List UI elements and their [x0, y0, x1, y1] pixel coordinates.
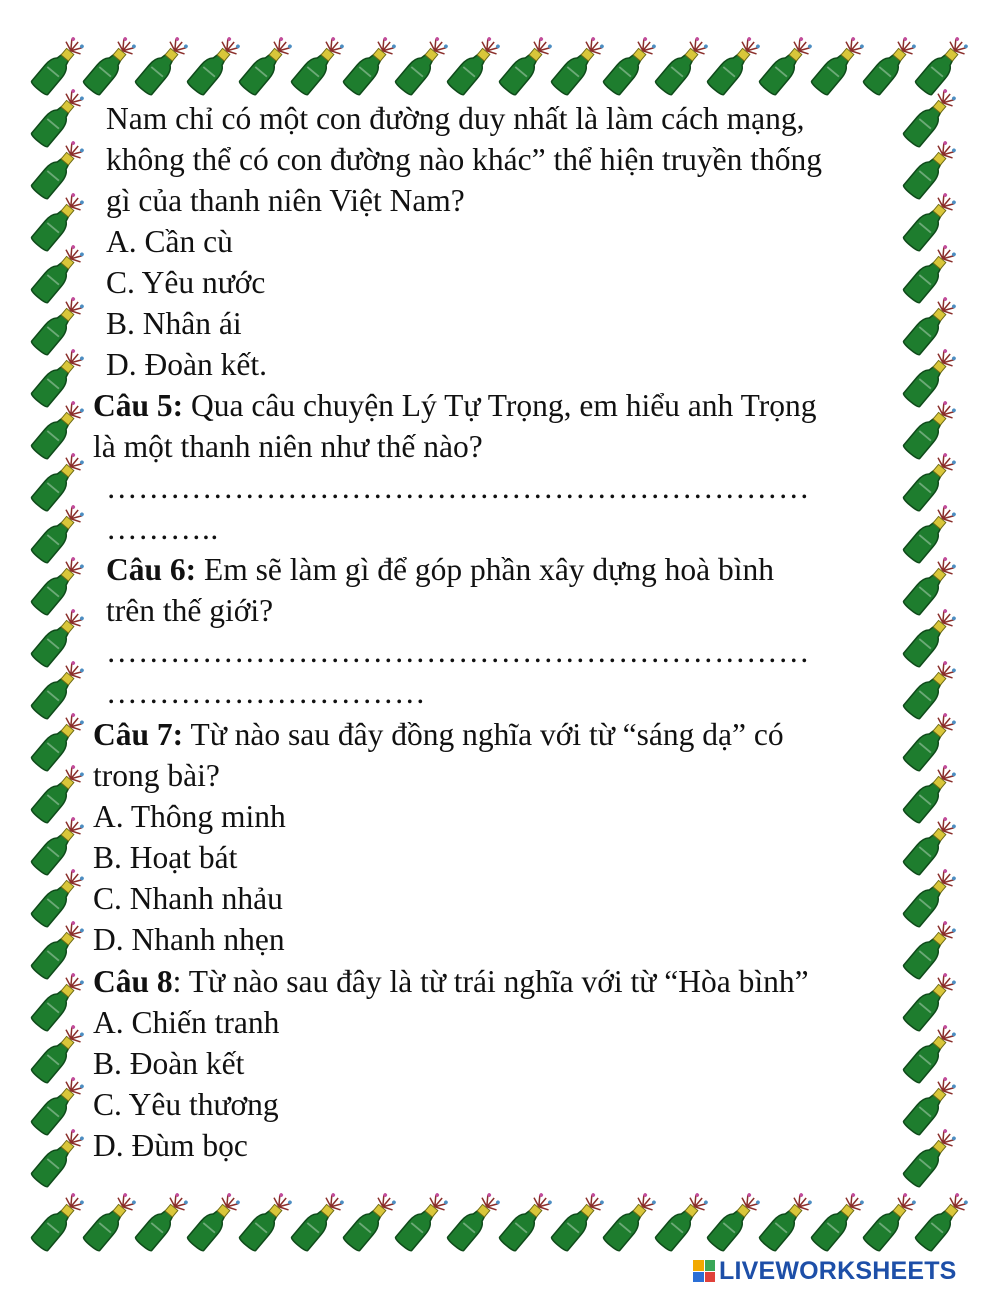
question-5-answer-line[interactable]: ………………………………………………………… — [106, 470, 810, 505]
question-6-answer-line[interactable]: ………………………………………………………… — [106, 634, 810, 669]
question-6-prompt — [106, 549, 774, 590]
question-7-text-line: trong bài? — [93, 758, 220, 793]
question-4-option-c[interactable]: C. Yêu nước — [106, 265, 266, 300]
question-6-text-line: trên thế giới? — [106, 593, 274, 628]
question-5-text-line: là một thanh niên như thế nào? — [93, 429, 483, 464]
question-5-label: Câu 5: — [93, 388, 184, 423]
question-8-option-a[interactable]: A. Chiến tranh — [93, 1005, 280, 1040]
question-7-option-c[interactable]: C. Nhanh nhảu — [93, 881, 283, 916]
question-7-label: Câu 7: — [93, 717, 184, 752]
question-4-text-line: không thể có con đường nào khác” thể hiện truyền thống — [106, 142, 823, 177]
question-7-option-b[interactable]: B. Hoạt bát — [93, 840, 238, 875]
question-4-text-line: gì của thanh niên Việt Nam? — [106, 183, 465, 218]
question-8-option-d[interactable]: D. Đùm bọc — [93, 1128, 248, 1163]
question-7-option-d[interactable]: D. Nhanh nhẹn — [93, 922, 285, 957]
question-8-option-b[interactable]: B. Đoàn kết — [93, 1046, 245, 1081]
question-6-answer-line[interactable]: ………………………… — [106, 675, 426, 710]
question-4-option-b[interactable]: B. Nhân ái — [106, 306, 242, 341]
question-7-text: Từ nào sau đây đồng nghĩa với từ “sáng dạ” có — [183, 717, 784, 752]
question-7-prompt — [93, 714, 784, 755]
question-4-option-d[interactable]: D. Đoàn kết. — [106, 347, 267, 382]
question-7-option-a[interactable]: A. Thông minh — [93, 799, 286, 834]
question-5-prompt — [93, 385, 816, 426]
liveworksheets-brand-text: LIVEWORKSHEETS — [719, 1256, 957, 1285]
question-6-text: Em sẽ làm gì để góp phần xây dựng hoà bình — [196, 552, 774, 587]
question-8-text: : Từ nào sau đây là từ trái nghĩa với từ “Hòa bình” — [172, 964, 809, 999]
question-4-option-a[interactable]: A. Cần cù — [106, 224, 233, 259]
question-8-option-c[interactable]: C. Yêu thương — [93, 1087, 279, 1122]
liveworksheets-logo-icon — [693, 1260, 715, 1282]
question-5-answer-line[interactable]: ……….. — [106, 511, 219, 546]
question-4-text-line: Nam chỉ có một con đường duy nhất là làm cách mạng, — [106, 101, 805, 136]
question-8-label: Câu 8 — [93, 964, 173, 999]
liveworksheets-watermark[interactable] — [693, 1254, 957, 1288]
question-5-text: Qua câu chuyện Lý Tự Trọng, em hiểu anh Trọng — [183, 388, 817, 423]
question-6-label: Câu 6: — [106, 552, 197, 587]
question-8-prompt — [93, 961, 809, 1002]
